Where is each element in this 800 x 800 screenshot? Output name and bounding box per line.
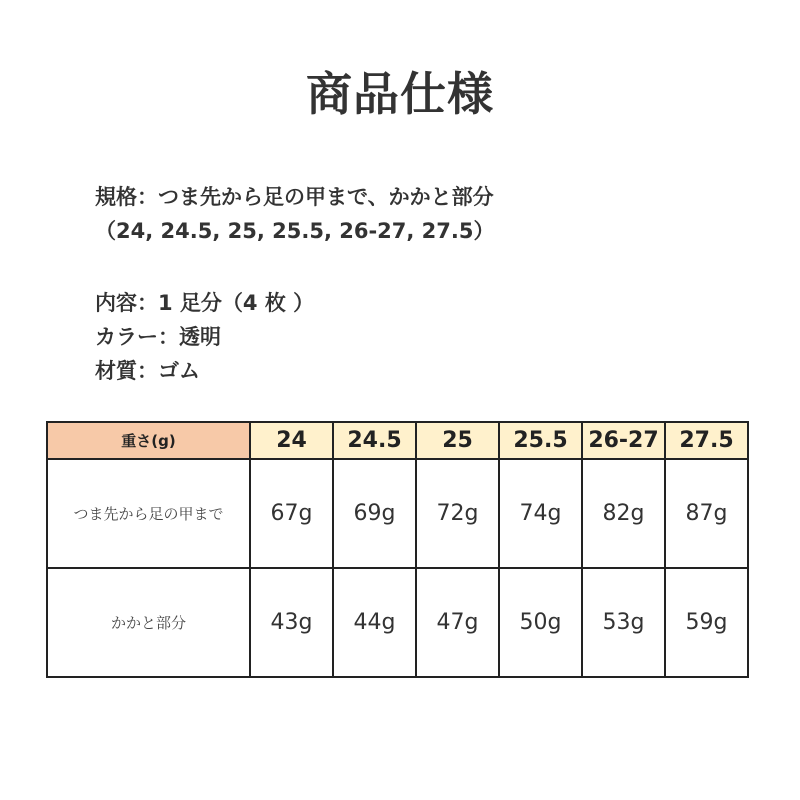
- table-row: [47, 459, 748, 568]
- weight-cell: 43g: [250, 568, 333, 677]
- weight-cell: 67g: [250, 459, 333, 568]
- header-size: 25: [416, 422, 499, 459]
- header-size: 24: [250, 422, 333, 459]
- spec-contents: 内容：1 足分（4 枚 ）: [95, 291, 315, 315]
- weight-cell: 87g: [665, 459, 748, 568]
- weight-cell: 53g: [582, 568, 665, 677]
- weight-cell: 44g: [333, 568, 416, 677]
- header-size: 25.5: [499, 422, 582, 459]
- header-size: 24.5: [333, 422, 416, 459]
- spec-material: 材質：ゴム: [95, 359, 200, 383]
- weight-cell: 82g: [582, 459, 665, 568]
- table-header-row: [47, 422, 748, 459]
- spec-size-line: 規格：つま先から足の甲まで、かかと部分: [95, 185, 494, 209]
- spec-sizes-line: （24, 24.5, 25, 25.5, 26-27, 27.5）: [95, 219, 495, 243]
- weight-table: [46, 421, 749, 678]
- spec-color: カラー：透明: [95, 325, 221, 349]
- weight-cell: 50g: [499, 568, 582, 677]
- row-label: つま先から足の甲まで: [47, 459, 250, 568]
- weight-cell: 47g: [416, 568, 499, 677]
- row-label: かかと部分: [47, 568, 250, 677]
- weight-cell: 69g: [333, 459, 416, 568]
- table-row: [47, 568, 748, 677]
- weight-cell: 59g: [665, 568, 748, 677]
- header-weight-label: 重さ(g): [47, 422, 250, 459]
- weight-cell: 74g: [499, 459, 582, 568]
- header-size: 27.5: [665, 422, 748, 459]
- page-title: 商品仕様: [306, 67, 494, 121]
- header-size: 26-27: [582, 422, 665, 459]
- weight-cell: 72g: [416, 459, 499, 568]
- spec-block: [95, 180, 495, 388]
